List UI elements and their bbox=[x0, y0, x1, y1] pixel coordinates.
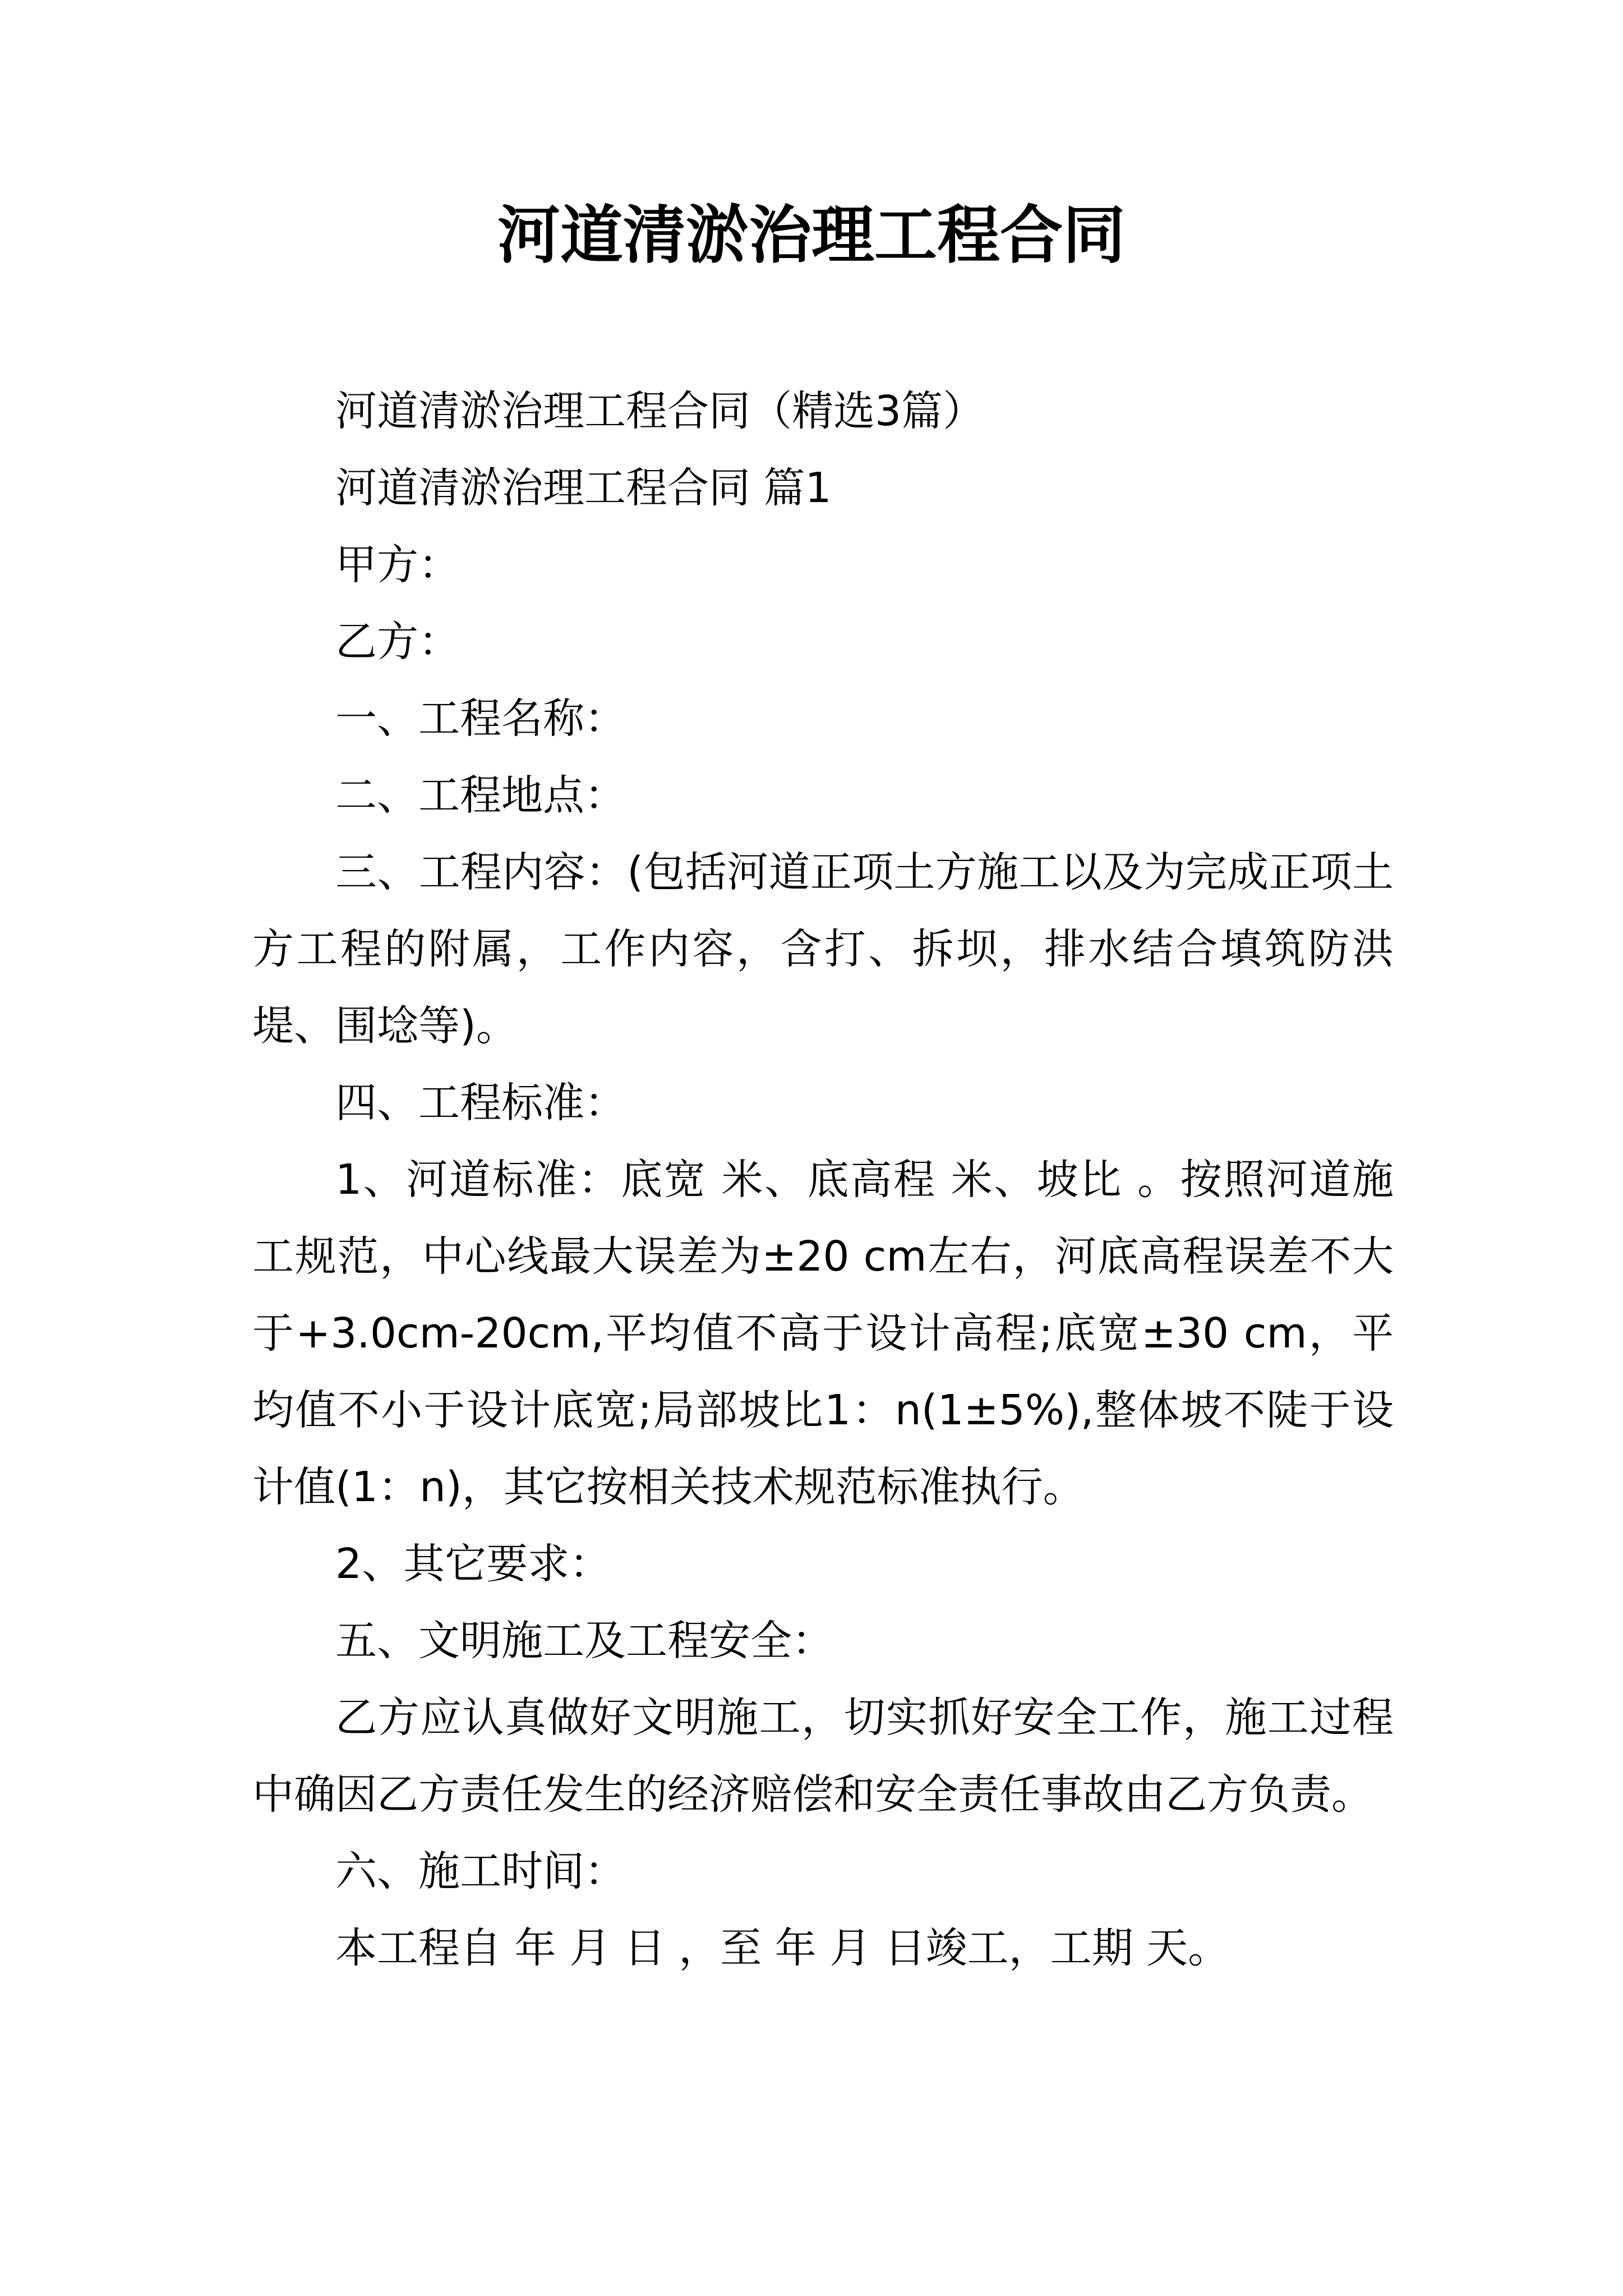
paragraph-party-b: 乙方： bbox=[335, 618, 460, 666]
paragraph-safety-heading: 五、文明施工及工程安全： bbox=[335, 1617, 833, 1665]
document-title: 河道清淤治理工程合同 bbox=[497, 199, 1126, 272]
paragraph-project-name: 一、工程名称： bbox=[335, 694, 626, 743]
paragraph-other-requirements: 2、其它要求： bbox=[335, 1540, 611, 1588]
paragraph-schedule-heading: 六、施工时间： bbox=[335, 1847, 626, 1895]
paragraph-project-location: 二、工程地点： bbox=[335, 771, 626, 820]
paragraph-project-content: 三、工程内容：(包括河道正项土方施工以及为完成正项土方工程的附属，工作内容，含打、拆坝，排水结合填筑防洪堤、围埝等)。 bbox=[252, 848, 1394, 1050]
paragraph-safety-content: 乙方应认真做好文明施工，切实抓好安全工作，施工过程中确因乙方责任发生的经济赔偿和安全责任事故由乙方负责。 bbox=[252, 1694, 1394, 1819]
paragraph-subtitle: 河道清淤治理工程合同（精选3篇） bbox=[335, 387, 985, 435]
paragraph-party-a: 甲方： bbox=[335, 541, 460, 589]
paragraph-river-standard: 1、河道标准：底宽 米、底高程 米、坡比 。按照河道施工规范，中心线最大误差为±20 cm左右，河底高程误差不大于+3.0cm-20cm,平均值不高于设计高程;底宽±30 cm，平均值不小于设计底宽;局部坡比1：n(1±5%),整体坡不陡于设计值(1：n)，其它按相关技术规范标准执行。 bbox=[252, 1156, 1394, 1511]
paragraph-project-standard: 四、工程标准： bbox=[335, 1079, 626, 1127]
paragraph-section-heading: 河道清淤治理工程合同 篇1 bbox=[335, 464, 832, 512]
paragraph-schedule-content: 本工程自 年 月 日 ，至 年 月 日竣工，工期 天。 bbox=[335, 1924, 1230, 1972]
document-body bbox=[252, 373, 1394, 1987]
